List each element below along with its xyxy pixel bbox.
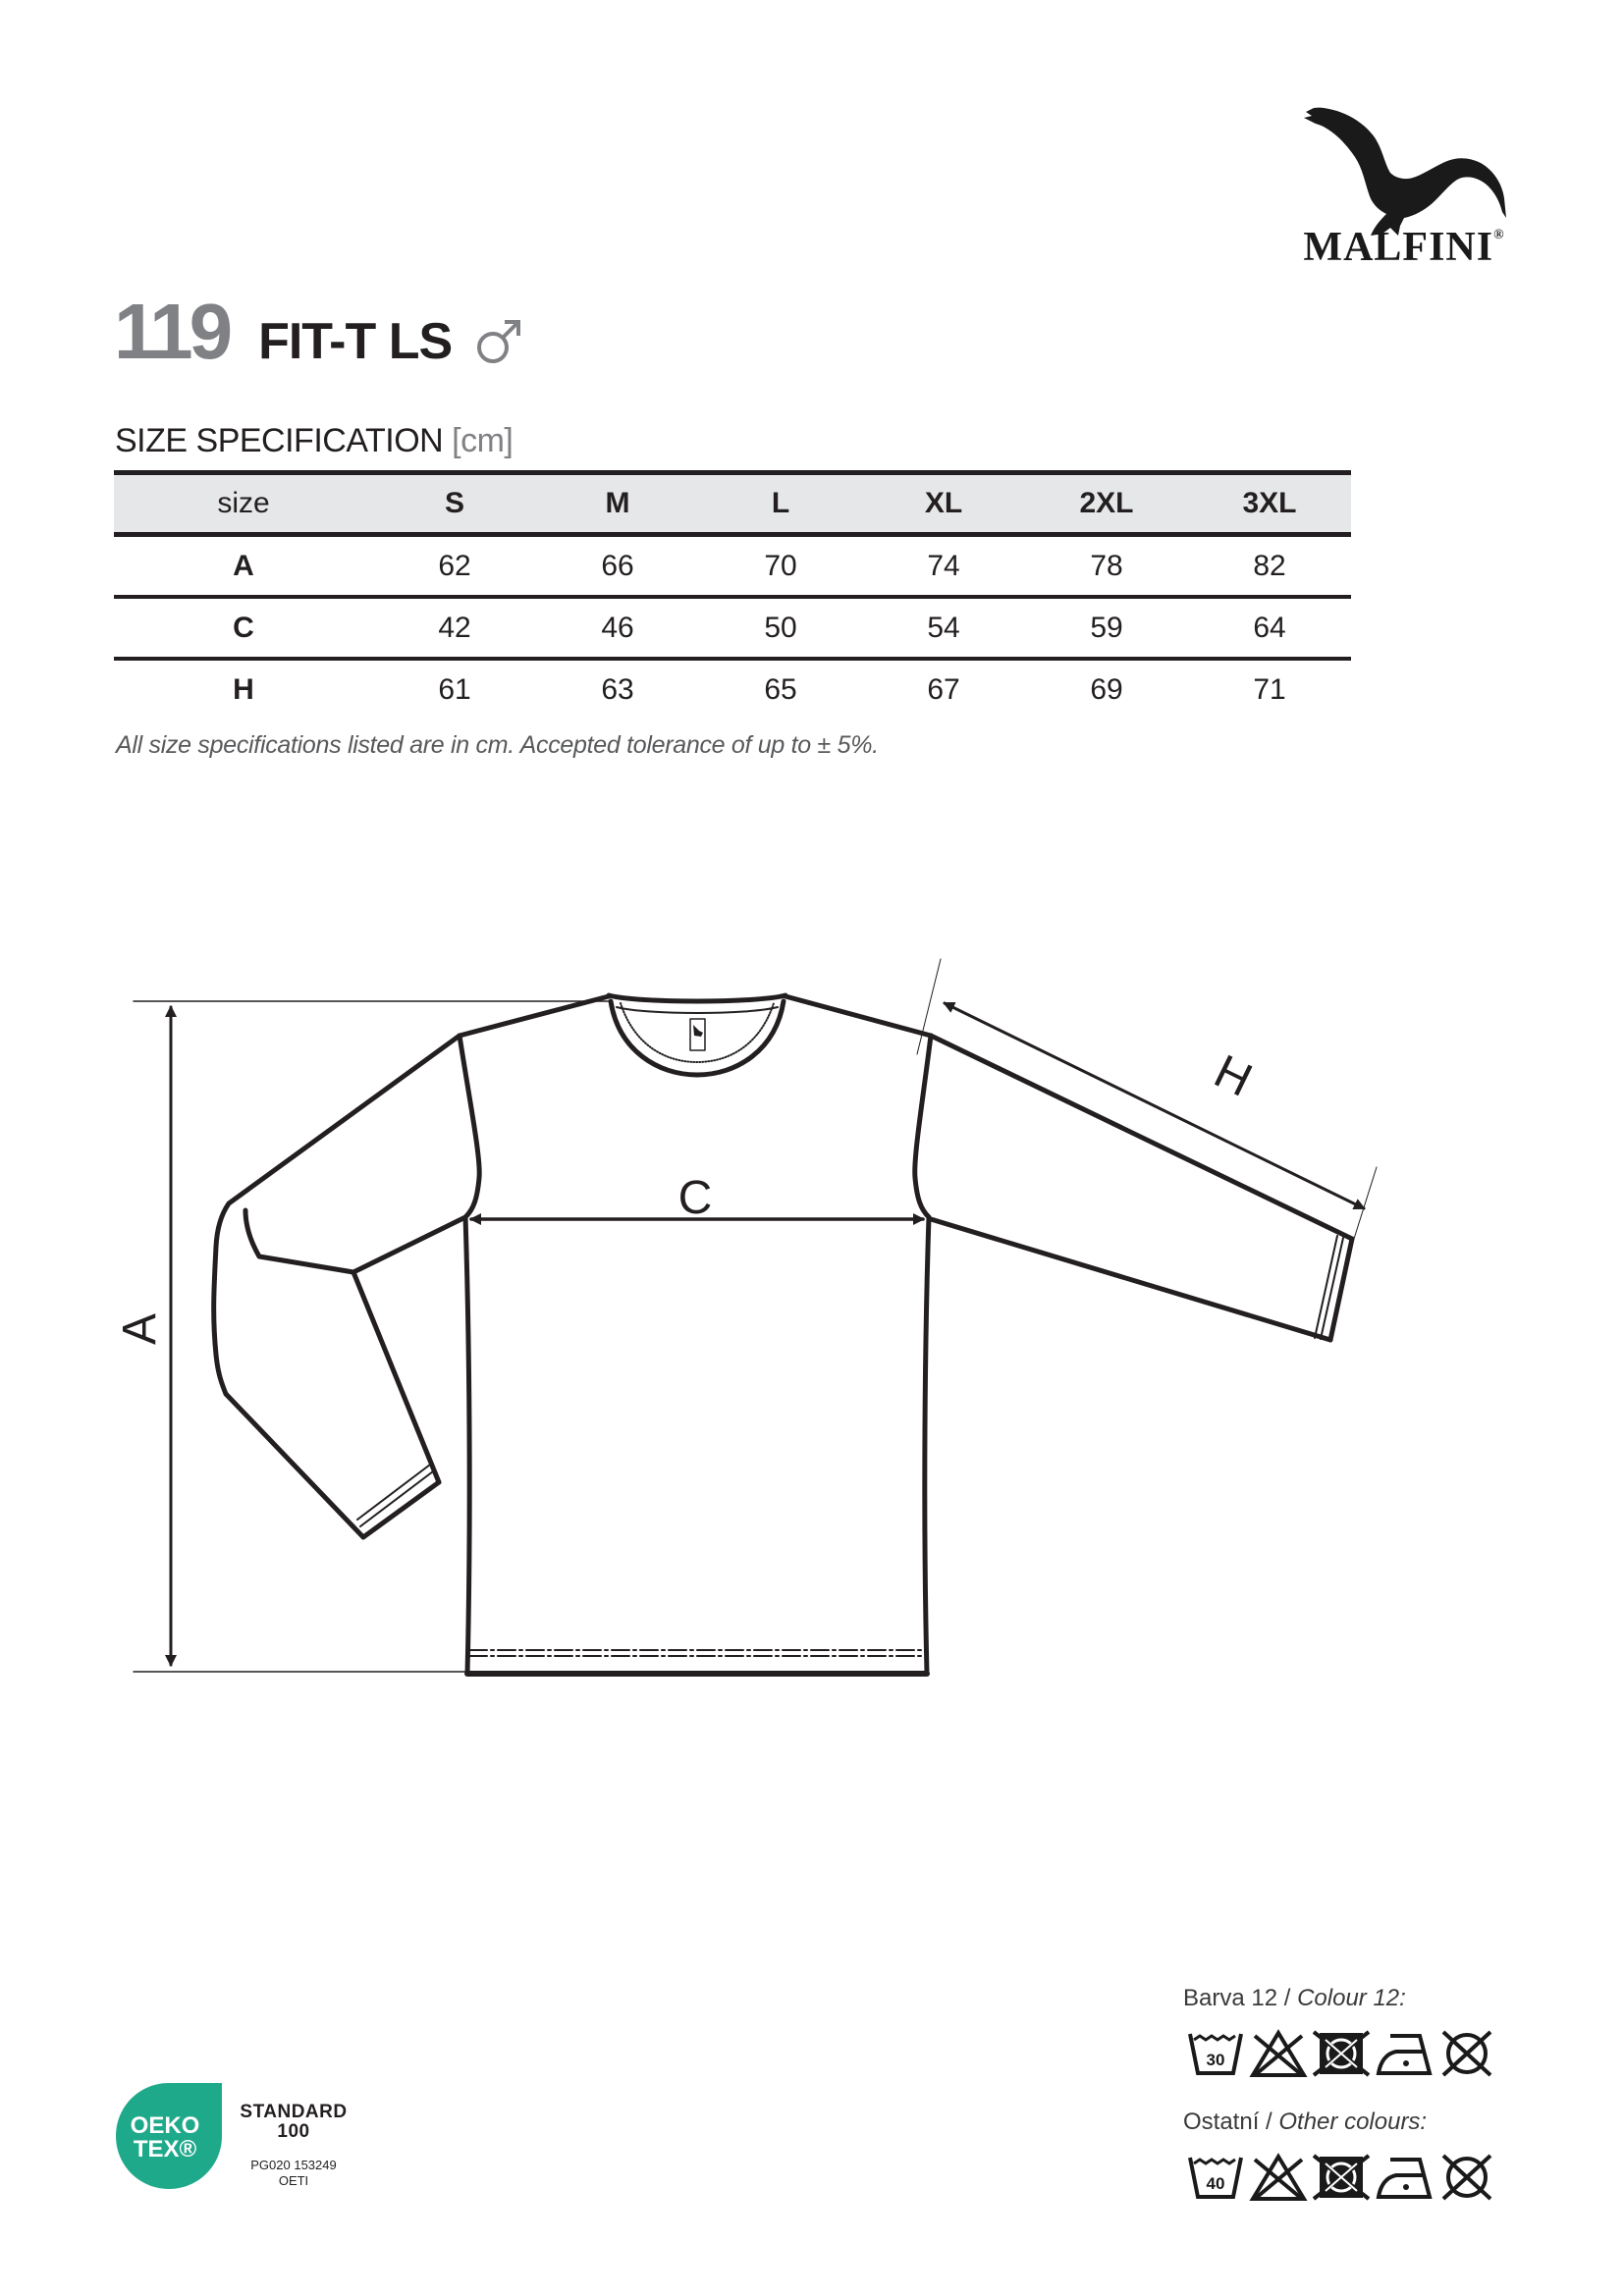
care-label-other xyxy=(1183,2109,1427,2136)
cert-institute: OETI xyxy=(278,2173,309,2188)
brand-wordmark: MALFINI® xyxy=(1303,225,1505,270)
table-cell: 54 xyxy=(862,597,1025,659)
care-icons-colour12 xyxy=(1186,2024,1496,2083)
care-label-en: Other colours: xyxy=(1278,2109,1428,2135)
table-row xyxy=(114,659,1351,719)
table-cell: 64 xyxy=(1188,597,1351,659)
no-tumble-dry-icon xyxy=(1312,2028,1371,2079)
left-sleeve-outline xyxy=(214,1036,465,1537)
table-cell: 50 xyxy=(699,597,862,659)
tolerance-footnote: All size specifications listed are in cm. Accepted tolerance of up to ± 5%. xyxy=(116,731,879,759)
column-header: 3XL xyxy=(1188,473,1351,535)
male-symbol-icon xyxy=(475,318,524,365)
dimension-a-label: A xyxy=(114,1312,166,1346)
cert-number: PG020 153249 xyxy=(250,2158,337,2172)
standard-line: STANDARD xyxy=(240,2102,348,2122)
row-label: H xyxy=(233,672,254,706)
table-row xyxy=(114,535,1351,598)
table-cell: 78 xyxy=(1025,535,1188,598)
table-cell: 61 xyxy=(438,672,471,706)
no-tumble-dry-icon xyxy=(1312,2152,1371,2203)
iron-low-icon xyxy=(1375,2028,1434,2079)
dimension-a xyxy=(134,1001,609,1672)
dimension-h-label: H xyxy=(1206,1045,1260,1107)
tex-line: TEX® xyxy=(133,2136,197,2163)
wash-40-icon xyxy=(1186,2152,1245,2203)
table-cell: 70 xyxy=(699,535,862,598)
table-header-row xyxy=(114,473,1351,535)
left-cuff-stitching xyxy=(357,1465,433,1526)
column-header: 2XL xyxy=(1025,473,1188,535)
table-cell: 66 xyxy=(536,535,699,598)
care-label-en: Colour 12: xyxy=(1297,1985,1406,2011)
right-sleeve-outline xyxy=(931,1036,1352,1340)
svg-text:40: 40 xyxy=(1206,2174,1225,2193)
table-cell: 82 xyxy=(1188,535,1351,598)
product-title xyxy=(114,288,524,375)
column-header: M xyxy=(536,473,699,535)
table-cell: 46 xyxy=(536,597,699,659)
dimension-c-label: C xyxy=(677,1172,713,1224)
table-cell: 74 xyxy=(862,535,1025,598)
column-header: S xyxy=(373,473,536,535)
neckline-rib xyxy=(609,995,785,1075)
no-bleach-icon xyxy=(1249,2028,1308,2079)
hem-stitching xyxy=(469,1650,925,1656)
no-dry-clean-icon xyxy=(1437,2152,1496,2203)
svg-text:30: 30 xyxy=(1206,2051,1225,2069)
oeko-tex-certification xyxy=(116,2083,361,2201)
product-code: 119 xyxy=(114,288,230,375)
neck-label-eagle xyxy=(693,1025,703,1037)
size-table xyxy=(114,470,1351,719)
table-row xyxy=(114,597,1351,659)
size-spec-title: SIZE SPECIFICATION xyxy=(115,422,444,459)
oeko-line: OEKO xyxy=(130,2112,200,2139)
row-label: A xyxy=(114,535,373,598)
dimension-h xyxy=(917,959,1377,1239)
no-bleach-icon xyxy=(1249,2152,1308,2203)
care-label-cz: Barva 12 / xyxy=(1183,1985,1291,2011)
standard-100-label xyxy=(232,2103,355,2142)
table-cell: 59 xyxy=(1025,597,1188,659)
column-header: L xyxy=(699,473,862,535)
size-spec-heading xyxy=(115,422,513,460)
column-header: size xyxy=(114,473,373,535)
neck-label xyxy=(690,1019,705,1050)
table-cell: 69 xyxy=(1090,672,1123,706)
care-label-cz: Ostatní / xyxy=(1183,2109,1272,2135)
right-cuff-stitching xyxy=(1315,1236,1343,1339)
iron-low-icon xyxy=(1375,2152,1434,2203)
table-cell: 65 xyxy=(764,672,797,706)
shirt-body-outline xyxy=(460,996,931,1674)
care-icons-other xyxy=(1186,2148,1496,2207)
certificate-code xyxy=(232,2158,355,2189)
care-label-colour12 xyxy=(1183,1985,1406,2012)
table-cell: 42 xyxy=(373,597,536,659)
wash-30-icon xyxy=(1186,2028,1245,2079)
table-cell: 62 xyxy=(373,535,536,598)
table-cell: 63 xyxy=(601,672,634,706)
oeko-tex-badge-text xyxy=(124,2114,206,2162)
standard-number: 100 xyxy=(277,2121,310,2142)
column-header: XL xyxy=(862,473,1025,535)
table-cell: 67 xyxy=(927,672,960,706)
table-cell: 71 xyxy=(1253,672,1286,706)
no-dry-clean-icon xyxy=(1437,2028,1496,2079)
product-name: FIT-T LS xyxy=(258,313,453,370)
size-spec-unit: [cm] xyxy=(452,422,514,459)
row-label: C xyxy=(114,597,373,659)
